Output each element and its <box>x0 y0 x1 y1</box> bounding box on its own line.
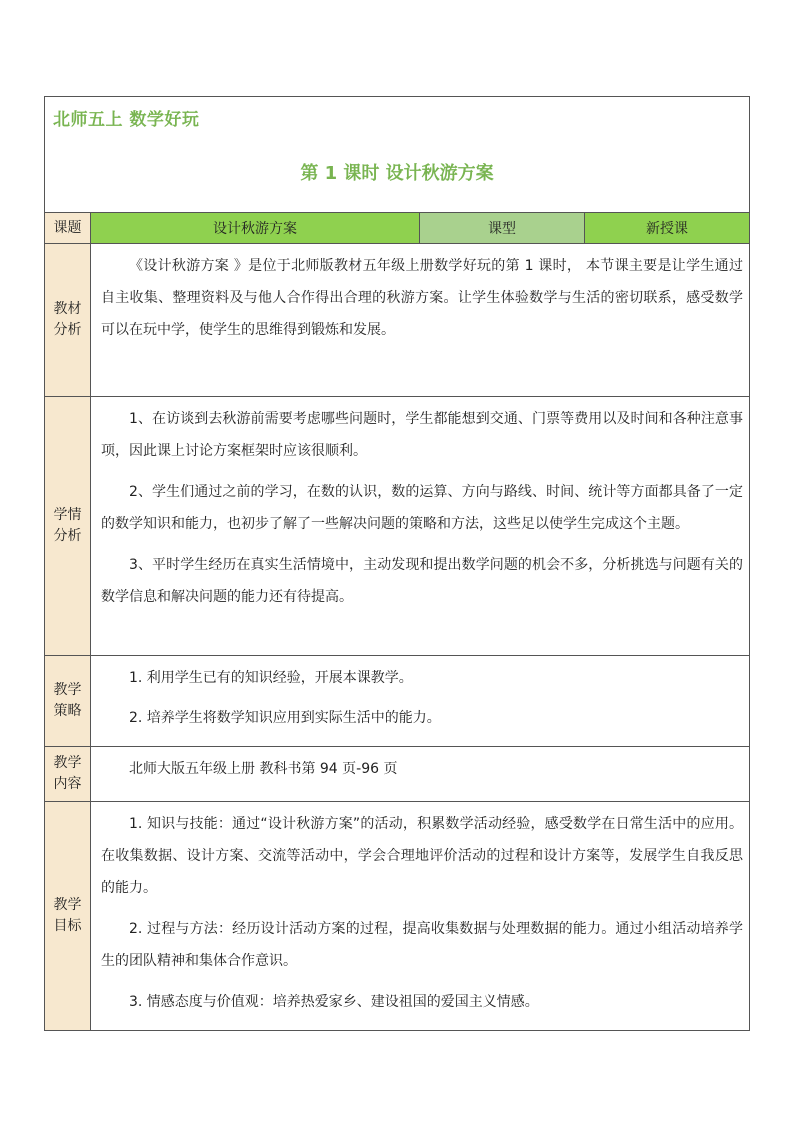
type-label: 课型 <box>420 213 585 244</box>
series-title: 北师五上 数学好玩 <box>53 110 200 130</box>
paragraph: 《设计秋游方案 》是位于北师版教材五年级上册数学好玩的第 1 课时， 本节课主要是让学生通过自主收集、整理资料及与他人合作得出合理的秋游方案。让学生体验数学与生活的密切联系，感受数学可以在玩中学，使学生的思维得到锻炼和发展。 <box>101 258 743 338</box>
strategy-content <box>91 656 750 747</box>
paragraph: 1. 知识与技能：通过“设计秋游方案”的活动，积累数学活动经验，感受数学在日常生活中的应用。在收集数据、设计方案、交流等活动中，学会合理地评价活动的过程和设计方案等，发展学生自我反思的能力。 <box>101 816 743 896</box>
header-cell <box>45 97 750 213</box>
lesson-plan-table <box>44 96 750 1031</box>
strategy-row <box>45 656 750 747</box>
goals-content <box>91 802 750 1031</box>
content-row <box>45 747 750 802</box>
paragraph: 3. 情感态度与价值观：培养热爱家乡、建设祖国的爱国主义情感。 <box>129 994 539 1010</box>
topic-row <box>45 213 750 244</box>
paragraph: 3、平时学生经历在真实生活情境中，主动发现和提出数学问题的机会不多，分析挑选与问题有关的数学信息和解决问题的能力还有待提高。 <box>101 557 743 605</box>
paragraph: 北师大版五年级上册 教科书第 94 页-96 页 <box>129 761 398 777</box>
topic-value: 设计秋游方案 <box>91 213 420 244</box>
goals-label: 教学 目标 <box>45 802 91 1031</box>
material-content <box>91 244 750 397</box>
paragraph: 1、在访谈到去秋游前需要考虑哪些问题时，学生都能想到交通、门票等费用以及时间和各种注意事项，因此课上讨论方案框架时应该很顺利。 <box>101 411 743 459</box>
strategy-label: 教学 策略 <box>45 656 91 747</box>
paragraph: 2. 培养学生将数学知识应用到实际生活中的能力。 <box>129 710 441 726</box>
content-content <box>91 747 750 802</box>
paragraph: 2、学生们通过之前的学习，在数的认识，数的运算、方向与路线、时间、统计等方面都具备了一定的数学知识和能力，也初步了解了一些解决问题的策略和方法，这些足以使学生完成这个主题。 <box>101 484 743 532</box>
material-row <box>45 244 750 397</box>
goals-row <box>45 802 750 1031</box>
paragraph: 1. 利用学生已有的知识经验，开展本课教学。 <box>129 670 413 686</box>
type-value: 新授课 <box>585 213 750 244</box>
paragraph: 2. 过程与方法：经历设计活动方案的过程，提高收集数据与处理数据的能力。通过小组活动培养学生的团队精神和集体合作意识。 <box>101 921 743 969</box>
topic-label: 课题 <box>45 213 91 244</box>
material-label: 教材 分析 <box>45 244 91 397</box>
students-row <box>45 397 750 656</box>
lesson-title: 第 1 课时 设计秋游方案 <box>300 163 494 184</box>
students-content <box>91 397 750 656</box>
students-label: 学情 分析 <box>45 397 91 656</box>
content-label: 教学 内容 <box>45 747 91 802</box>
